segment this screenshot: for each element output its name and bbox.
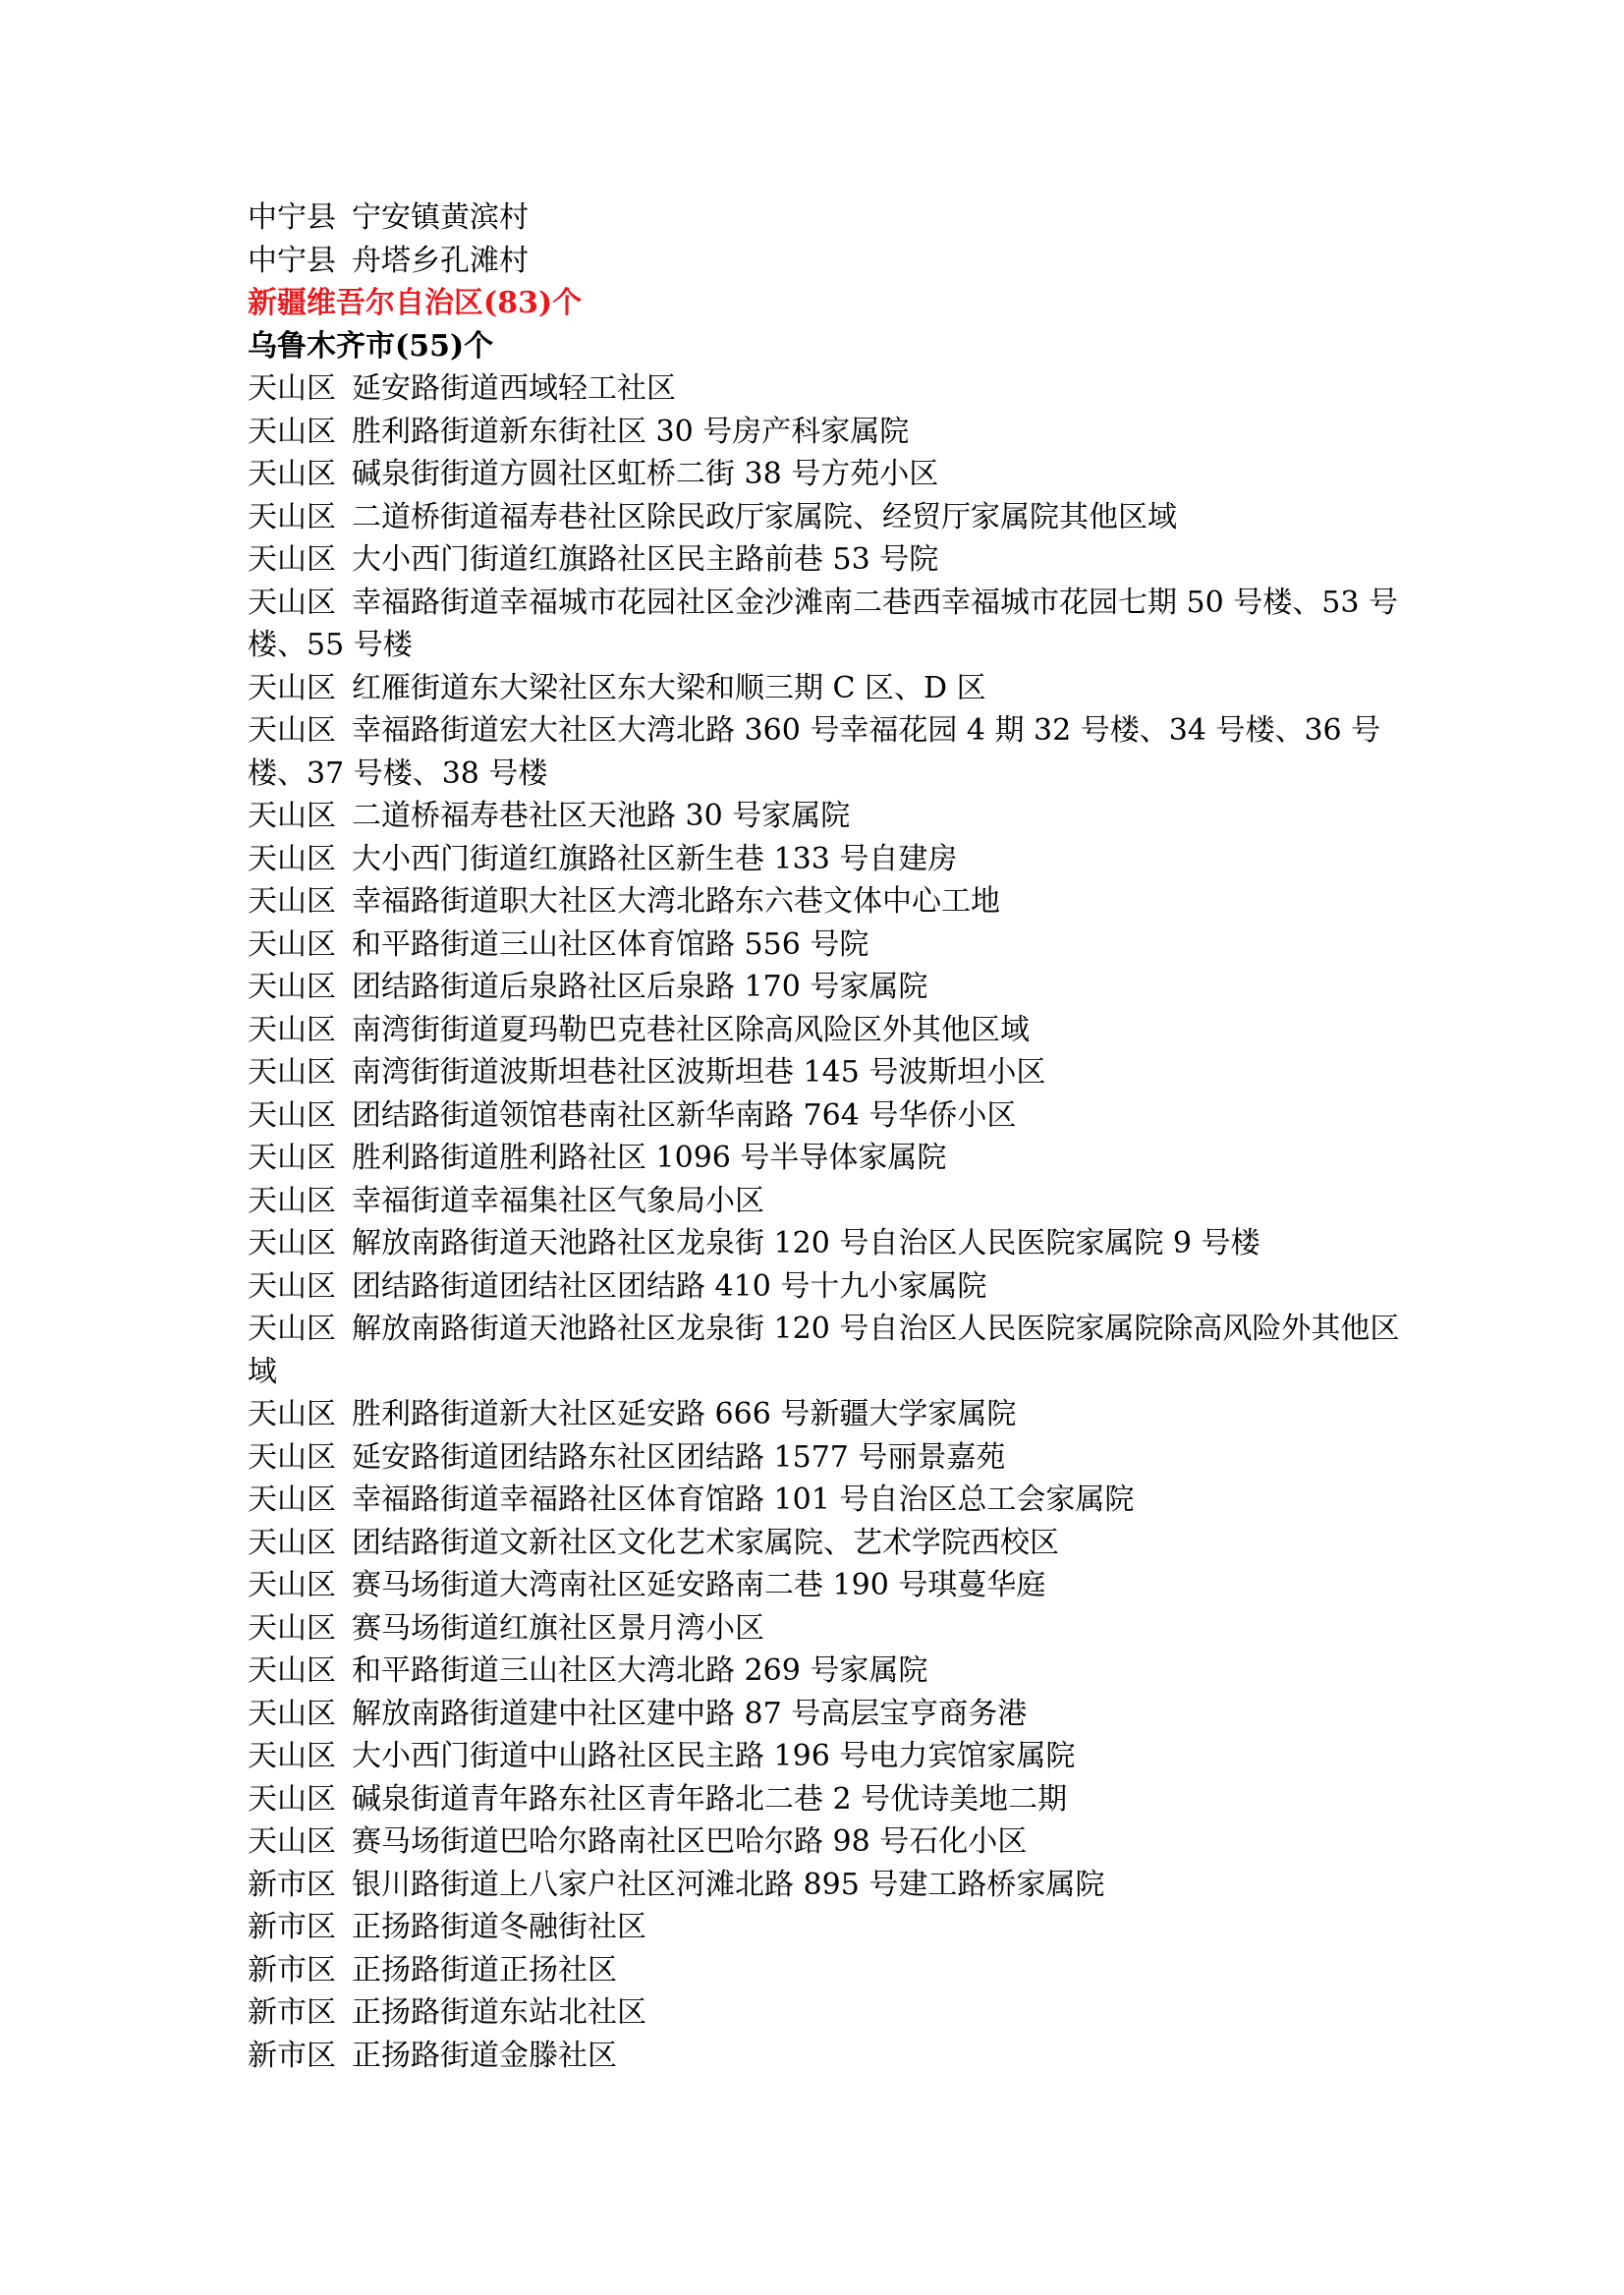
list-item [248, 1522, 1407, 1565]
list-item [248, 709, 1407, 795]
district-name: 天山区 [248, 799, 336, 833]
district-name: 新市区 [248, 1952, 336, 1987]
list-item [248, 538, 1407, 582]
location-text: 和平路街道三山社区体育馆路 556 号院 [352, 926, 869, 962]
list-item [248, 667, 1407, 710]
city-heading: 乌鲁木齐市(55)个 [248, 328, 494, 364]
location-text: 团结路街道后泉路社区后泉路 170 号家属院 [352, 970, 928, 1004]
district-name: 中宁县 [248, 243, 336, 278]
location-text: 大小西门街道红旗路社区新生巷 133 号自建房 [352, 841, 958, 876]
location-text: 宁安镇黄滨村 [352, 200, 529, 235]
list-item [248, 1094, 1407, 1138]
list-item [248, 1308, 1407, 1393]
district-name: 中宁县 [248, 200, 336, 235]
location-text: 幸福路街道幸福路社区体育馆路 101 号自治区总工会家属院 [352, 1483, 1135, 1517]
list-item [248, 1051, 1407, 1094]
list-item [248, 2035, 1407, 2078]
list-item [248, 240, 1407, 283]
location-text: 南湾街街道夏玛勒巴克巷社区除高风险区外其他区域 [352, 1012, 1030, 1047]
list-item [248, 1607, 1407, 1651]
list-item [248, 880, 1407, 924]
list-item [248, 1906, 1407, 1949]
list-item [248, 1180, 1407, 1223]
district-name: 天山区 [248, 1268, 336, 1304]
location-text: 正扬路街道金滕社区 [352, 2038, 617, 2073]
district-name: 天山区 [248, 1610, 336, 1646]
district-name: 天山区 [248, 371, 336, 406]
list-item [248, 1864, 1407, 1907]
list-item [248, 453, 1407, 496]
district-name: 天山区 [248, 1397, 336, 1431]
district-name: 天山区 [248, 1226, 336, 1260]
location-text: 南湾街街道波斯坦巷社区波斯坦巷 145 号波斯坦小区 [352, 1055, 1046, 1090]
district-name: 天山区 [248, 1653, 336, 1688]
list-item [248, 924, 1407, 967]
list-item [248, 496, 1407, 539]
list-item [248, 795, 1407, 838]
location-text: 延安路街道西域轻工社区 [352, 371, 676, 406]
list-item [248, 1820, 1407, 1864]
list-item [248, 1265, 1407, 1309]
location-text: 舟塔乡孔滩村 [352, 243, 529, 278]
list-item [248, 1693, 1407, 1736]
district-name: 天山区 [248, 1312, 336, 1346]
district-name: 天山区 [248, 414, 336, 449]
list-item [248, 1222, 1407, 1265]
location-text: 碱泉街街道方圆社区虹桥二街 38 号方苑小区 [352, 457, 939, 491]
list-item [248, 367, 1407, 411]
list-item [248, 411, 1407, 454]
district-name: 天山区 [248, 457, 336, 491]
location-text: 赛马场街道巴哈尔路南社区巴哈尔路 98 号石化小区 [352, 1824, 1028, 1859]
location-text: 赛马场街道红旗社区景月湾小区 [352, 1610, 764, 1646]
document-body [248, 196, 1407, 2077]
location-text: 团结路街道团结社区团结路 410 号十九小家属院 [352, 1268, 987, 1304]
district-name: 天山区 [248, 884, 336, 919]
list-item [248, 1393, 1407, 1436]
list-item [248, 1650, 1407, 1693]
location-text: 二道桥福寿巷社区天池路 30 号家属院 [352, 799, 851, 833]
list-item [248, 1479, 1407, 1522]
district-name: 天山区 [248, 542, 336, 577]
location-text: 银川路街道上八家户社区河滩北路 895 号建工路桥家属院 [352, 1867, 1105, 1902]
location-text: 和平路街道三山社区大湾北路 269 号家属院 [352, 1653, 928, 1688]
list-item [248, 1778, 1407, 1821]
district-name: 新市区 [248, 1867, 336, 1902]
location-text: 幸福路街道职大社区大湾北路东六巷文体中心工地 [352, 884, 1000, 919]
location-text: 胜利路街道新大社区延安路 666 号新疆大学家属院 [352, 1397, 1017, 1431]
location-text: 赛马场街道大湾南社区延安路南二巷 190 号琪蔓华庭 [352, 1568, 1046, 1602]
location-text: 解放南路街道天池路社区龙泉街 120 号自治区人民医院家属院 9 号楼 [352, 1226, 1260, 1260]
list-item [248, 1436, 1407, 1480]
location-text: 红雁街道东大梁社区东大梁和顺三期 C 区、D 区 [352, 670, 986, 705]
district-name: 天山区 [248, 970, 336, 1004]
list-item [248, 1137, 1407, 1180]
location-text: 正扬路街道冬融街社区 [352, 1910, 646, 1944]
list-item [248, 1564, 1407, 1607]
list-item [248, 582, 1407, 667]
location-text: 延安路街道团结路东社区团结路 1577 号丽景嘉苑 [352, 1439, 1006, 1475]
list-item [248, 1991, 1407, 2035]
district-name: 天山区 [248, 1183, 336, 1218]
location-text: 团结路街道领馆巷南社区新华南路 764 号华侨小区 [352, 1097, 1017, 1133]
district-name: 天山区 [248, 1483, 336, 1517]
location-text: 团结路街道文新社区文化艺术家属院、艺术学院西校区 [352, 1525, 1059, 1560]
location-text: 正扬路街道正扬社区 [352, 1952, 617, 1987]
location-text: 解放南路街道建中社区建中路 87 号高层宝亨商务港 [352, 1696, 1028, 1731]
district-name: 天山区 [248, 926, 336, 962]
location-text: 二道桥街道福寿巷社区除民政厅家属院、经贸厅家属院其他区域 [352, 499, 1177, 534]
location-text: 大小西门街道红旗路社区民主路前巷 53 号院 [352, 542, 939, 577]
district-name: 新市区 [248, 1995, 336, 2030]
district-name: 天山区 [248, 1525, 336, 1560]
district-name: 天山区 [248, 1439, 336, 1475]
location-text: 幸福路街道幸福城市花园社区金沙滩南二巷西幸福城市花园七期 50 号楼、53 号楼、55 号楼 [248, 585, 1398, 662]
district-name: 天山区 [248, 585, 336, 620]
district-name: 天山区 [248, 1568, 336, 1602]
location-text: 胜利路街道胜利路社区 1096 号半导体家属院 [352, 1141, 947, 1175]
location-text: 幸福街道幸福集社区气象局小区 [352, 1183, 764, 1218]
district-name: 新市区 [248, 2038, 336, 2073]
list-item [248, 1009, 1407, 1052]
location-text: 大小西门街道中山路社区民主路 196 号电力宾馆家属院 [352, 1739, 1076, 1773]
district-name: 天山区 [248, 1055, 336, 1090]
district-name: 天山区 [248, 1781, 336, 1817]
list-item [248, 1735, 1407, 1778]
district-name: 天山区 [248, 1097, 336, 1133]
location-text: 正扬路街道东站北社区 [352, 1995, 646, 2030]
list-item [248, 196, 1407, 240]
district-name: 天山区 [248, 1739, 336, 1773]
location-text: 胜利路街道新东街社区 30 号房产科家属院 [352, 414, 910, 449]
province-heading: 新疆维吾尔自治区(83)个 [248, 286, 583, 320]
district-name: 天山区 [248, 1141, 336, 1175]
location-text: 解放南路街道天池路社区龙泉街 120 号自治区人民医院家属院除高风险外其他区域 [248, 1312, 1400, 1389]
district-name: 天山区 [248, 841, 336, 876]
district-name: 天山区 [248, 670, 336, 705]
district-name: 天山区 [248, 499, 336, 534]
list-item [248, 1949, 1407, 1992]
location-text: 碱泉街道青年路东社区青年路北二巷 2 号优诗美地二期 [352, 1781, 1068, 1817]
district-name: 天山区 [248, 1696, 336, 1731]
location-text: 幸福路街道宏大社区大湾北路 360 号幸福花园 4 期 32 号楼、34 号楼、36 号楼、37 号楼、38 号楼 [248, 713, 1381, 791]
district-name: 新市区 [248, 1910, 336, 1944]
list-item [248, 966, 1407, 1009]
district-name: 天山区 [248, 1824, 336, 1859]
district-name: 天山区 [248, 713, 336, 748]
district-name: 天山区 [248, 1012, 336, 1047]
list-item [248, 838, 1407, 881]
